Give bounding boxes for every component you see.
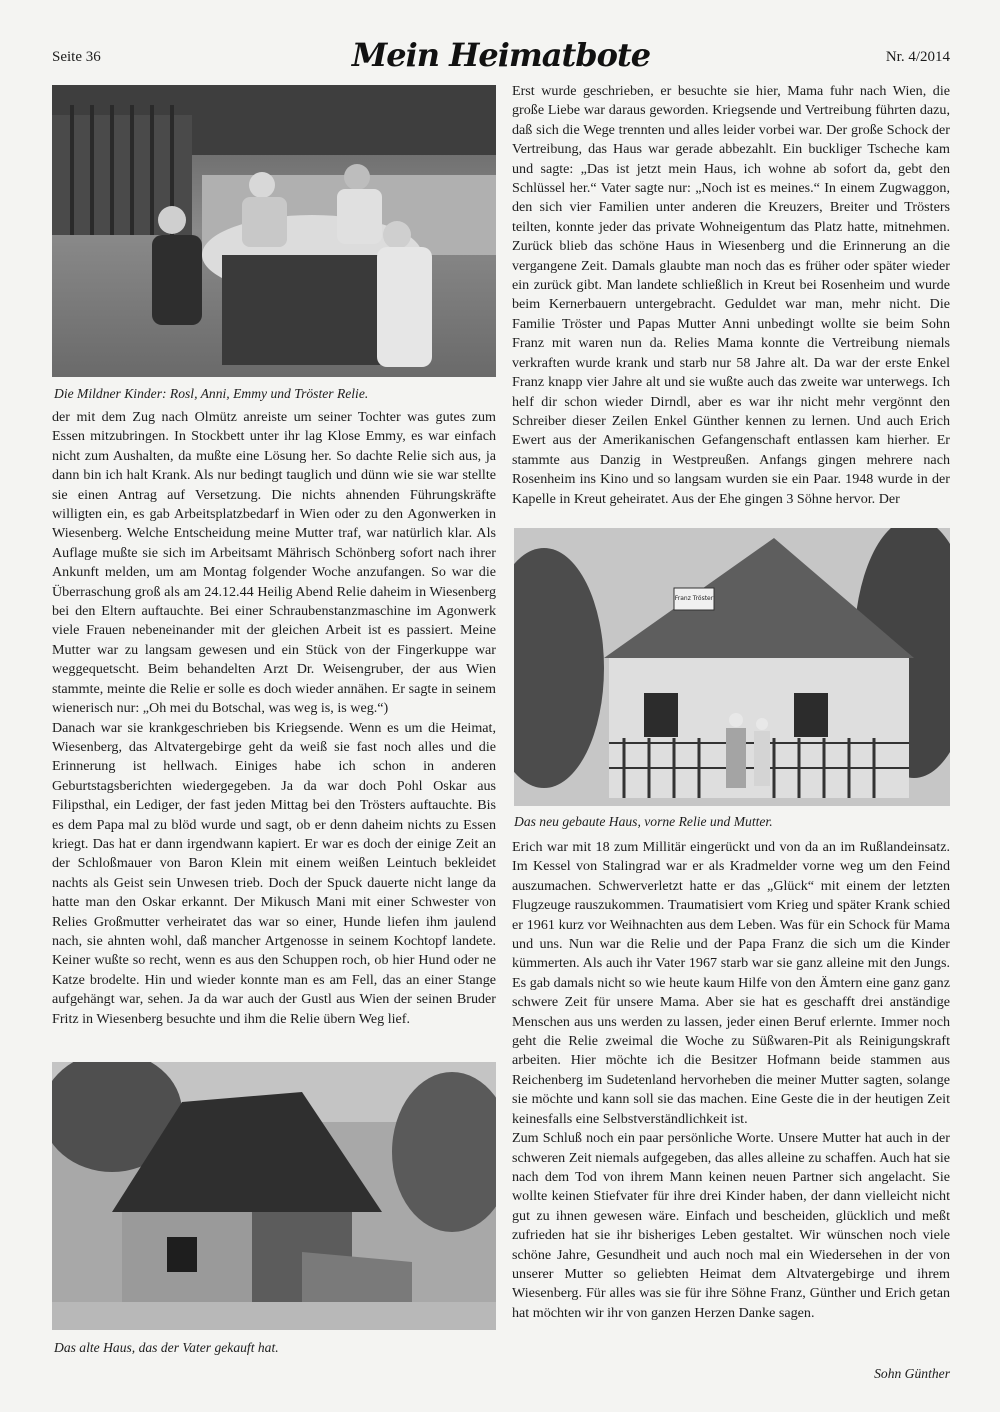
page-number: Seite 36 [52,49,101,65]
new-house-caption: Das neu gebaute Haus, vorne Relie und Mutter. [514,814,773,829]
left-paragraph: Danach war sie krankgeschrieben bis Kriegsende. Wenn es um die Heimat, Wiesenberg, das Altvatergebirge geht da weiß sie fast noch alles und die Erinnerung ist hellwach. Einiges habe ich schon in anderen Geburtstagsberichten wiedergegeben. Ja da war doch Pohl Oskar aus Filipsthal, ein Lediger, der fast jeden Mittag bei den Trösters auftauchte. Bis es dem Papa mal zu blöd wurde und sagt, ob er denn daheim nichts zu Essen kriegt. Das hat er dann irgendwann kapiert. Er war es doch der einige Zeit an der Schloßmauer von Baron Klein mit einem weißen Leintuch bekleidet nachts als Geist sein Unwesen trieb. Doch der Spuck dauerte nicht lange da hatte man den Oskar erkannt. Der Mikusch Mani mit einer Schwester von Relies Großmutter verheiratet das war so einer, Hunde liefen ihm jaulend nach, sie ahnten wohl, daß mancher Artgenosse in seinem Kochtopf landete. Keiner wußte so recht, wenn es aus den Schuppen roch, ob hier Hund oder ne Katze brodelte. Hin und wieder konnte man es am Fell, das an einer Stange aufgehängt war, sehen. Ja da war auch der Gustl aus Wien der seinen Bruder Fritz in Wiesenberg besuchte und ihm die Relie übern Weg lief. [52,719,496,1027]
shop-sign-text: Franz Tröster [674,595,714,602]
author-signature: Sohn Günther [874,1366,950,1381]
page-header [52,36,950,80]
right-paragraph: Erich war mit 18 zum Millitär eingerückt und von da an im Rußlandeinsatz. Im Kessel von Stalingrad war er als Kradmelder vorne weg um den Feind auszumachen. Schwerverletzt hatte er das „Glück“ mit einem der letzten Flugzeuge rauszukommen. Traumatisiert vom Krieg und später Krank schied er 1961 kurz vor Weihnachten aus dem Leben. Was für ein Schock für Mama und uns. Nun war die Relie und der Papa Franz die sich um die Kinder kümmerten. Als auch ihr Vater 1967 starb war sie ganz alleine mit den Jungs. Es gab damals nicht so wie heute kaum Hilfe von den Ämtern eine ganz ganz schwere Zeit für unsere Mama. Aber sie hat es geschafft drei anständige Menschen aus uns werden zu lassen, jeder einen Beruf erlernte. Immer noch geht die Relie zweimal die Woche zu Süßwaren-Pit als Reinigungskraft arbeiten. Hier möchte ich die Besitzer Hofmann beide stammen aus Reichenberg im Sudetenland hervorheben die meiner Mutter sagten, solange sie möchte und kann soll sie das machen. Eine Geste die in der heutigen Zeit keinesfalls eine Selbstverständlichkeit ist. [512,839,950,1127]
new-house-photo [514,528,950,806]
masthead-logo: Mein Heimatbote [351,36,651,74]
old-house-photo [52,1062,496,1330]
issue-number: Nr. 4/2014 [885,49,950,65]
family-table-photo [52,85,496,377]
left-column-text [52,408,496,1029]
family-table-caption: Die Mildner Kinder: Rosl, Anni, Emmy und Tröster Relie. [54,386,369,401]
left-paragraph: der mit dem Zug nach Olmütz anreiste um seiner Tochter was gutes zum Essen mitzubringen. In Stockbett unter ihr lag Klose Emmy, es war einfach nicht zum Aushalten, da mußte eine Lösung her. So dachte Relie sich aus, ja dann bin ich halt Krank. Als nur bedingt tauglich und dünn wie sie war stellte sie einen Antrag auf Versetzung. Die nichts ahnenden Führungskräfte willigten ein, es gab Arbeitsplatzbedarf in Wien oder zu den Agonwerken in Wiesenberg. Welche Entscheidung meine Mutter traf, war natürlich klar. Als Auflage mußte sie sich im Arbeitsamt Mährisch Schönberg sofort nach ihrer Ankunft melden, um am Montag folgender Woche anzufangen. So war die Überraschung groß als am 24.12.44 Heilig Abend Relie daheim in Wiesenberg bei den Eltern auftauchte. Bei einer Schraubenstanzmaschine im Agonwerk viele Frauen nebeneinander mit der gleichen Arbeit ist es passiert. Meine Mutter war zu langsam gewesen und ein Stück von der Fingerkuppe war weggequetscht. Beim behandelten Arzt Dr. Weisengruber, der aus Wien stammte, meinte die Relie er solle es doch wieder annähen. Er sagte in seinem wienerisch nur: „Oh mei du Botschal, was weg is, is weg.“) [52,409,496,717]
right-paragraph: Erst wurde geschrieben, er besuchte sie hier, Mama fuhr nach Wien, die große Liebe war daraus geworden. Kriegsende und Vertreibung führten dazu, daß sich die Wege trennten und alles leider vorbei war. Der große Schock der Vertreibung, das Haus war gerade abbezahlt. Ein buckliger Tscheche kam und sagte: „Das ist jetzt mein Haus, ich wohne ab sofort da, gebt den Schlüssel her.“ Vater sagte nur: „Noch ist es meines.“ In einem Zugwaggon, den sich vier Familien unter anderen die Kreuzers, Breiter und Trösters teilten, konnte jeder das private Wohneigentum das Platz hatte, mitnehmen. Zurück blieb das schöne Haus in Wiesenberg und die Erinnerung an die vergangene Zeit. Damals glaubte man noch das es früher oder später wieder ein zurück gibt. Man landete schließlich in Kreut bei Rosenheim und wurde beim Kernerbauern untergebracht. Geduldet war man, mehr nicht. Die Familie Tröster und Papas Mutter Anni unbedingt wollte sie beim Sohn Franz mit waren nun da. Relies Mama konnte die Vertreibung niemals verkraften wurde krank und starb nur 58 Jahre alt. Da war der erste Enkel Franz knapp vier Jahre alt und sie wußte auch das zweite war unterwegs. Ich helf dir schon wieder Dirndl, aber es war ihr nicht mehr vergönnt den Schreiber dieser Zeilen Enkel Günther kennen zu lernen. Und auch Erich Ewert aus der Amerikanischen Gefangenschaft entlassen kam hierher. Er stammte aus Danzig in Westpreußen. Anfangs gingen mehrere nach Rosenheim ins Kino und so langsam wurden sie ein Paar. 1948 wurde in der Kapelle in Kreut geheiratet. Aus der Ehe gingen 3 Söhne hervor. Der [512,83,950,507]
right-column-bottom-text [512,838,950,1323]
old-house-caption: Das alte Haus, das der Vater gekauft hat. [54,1340,279,1355]
right-paragraph: Zum Schluß noch ein paar persönliche Worte. Unsere Mutter hat auch in der schweren Zeit niemals aufgegeben, das alles alleine zu schaffen. Auch hat sie nach dem Tod von ihrem Mann keinen neuen Partner sich angelacht. Sie wollte keinen Stiefvater für ihre drei Kinder haben, der dann vielleicht nicht gut zu ihnen gewesen wäre. Einfach und bescheiden, glücklich und meßt zufrieden hat sie ihr bisheriges Leben gestaltet. Wir wünschen noch viele schöne Jahre, Gesundheit und auch noch mal ein Wiedersehen in der von unserer Mutter so geliebten Heimat dem Altvatergebirge und ihrem Wiesenberg. Für alles was sie für ihre Söhne Franz, Günther und Erich getan hat möchten wir ihr von ganzen Herzen Danke sagen. [512,1130,950,1321]
right-column-top-text [512,82,950,509]
